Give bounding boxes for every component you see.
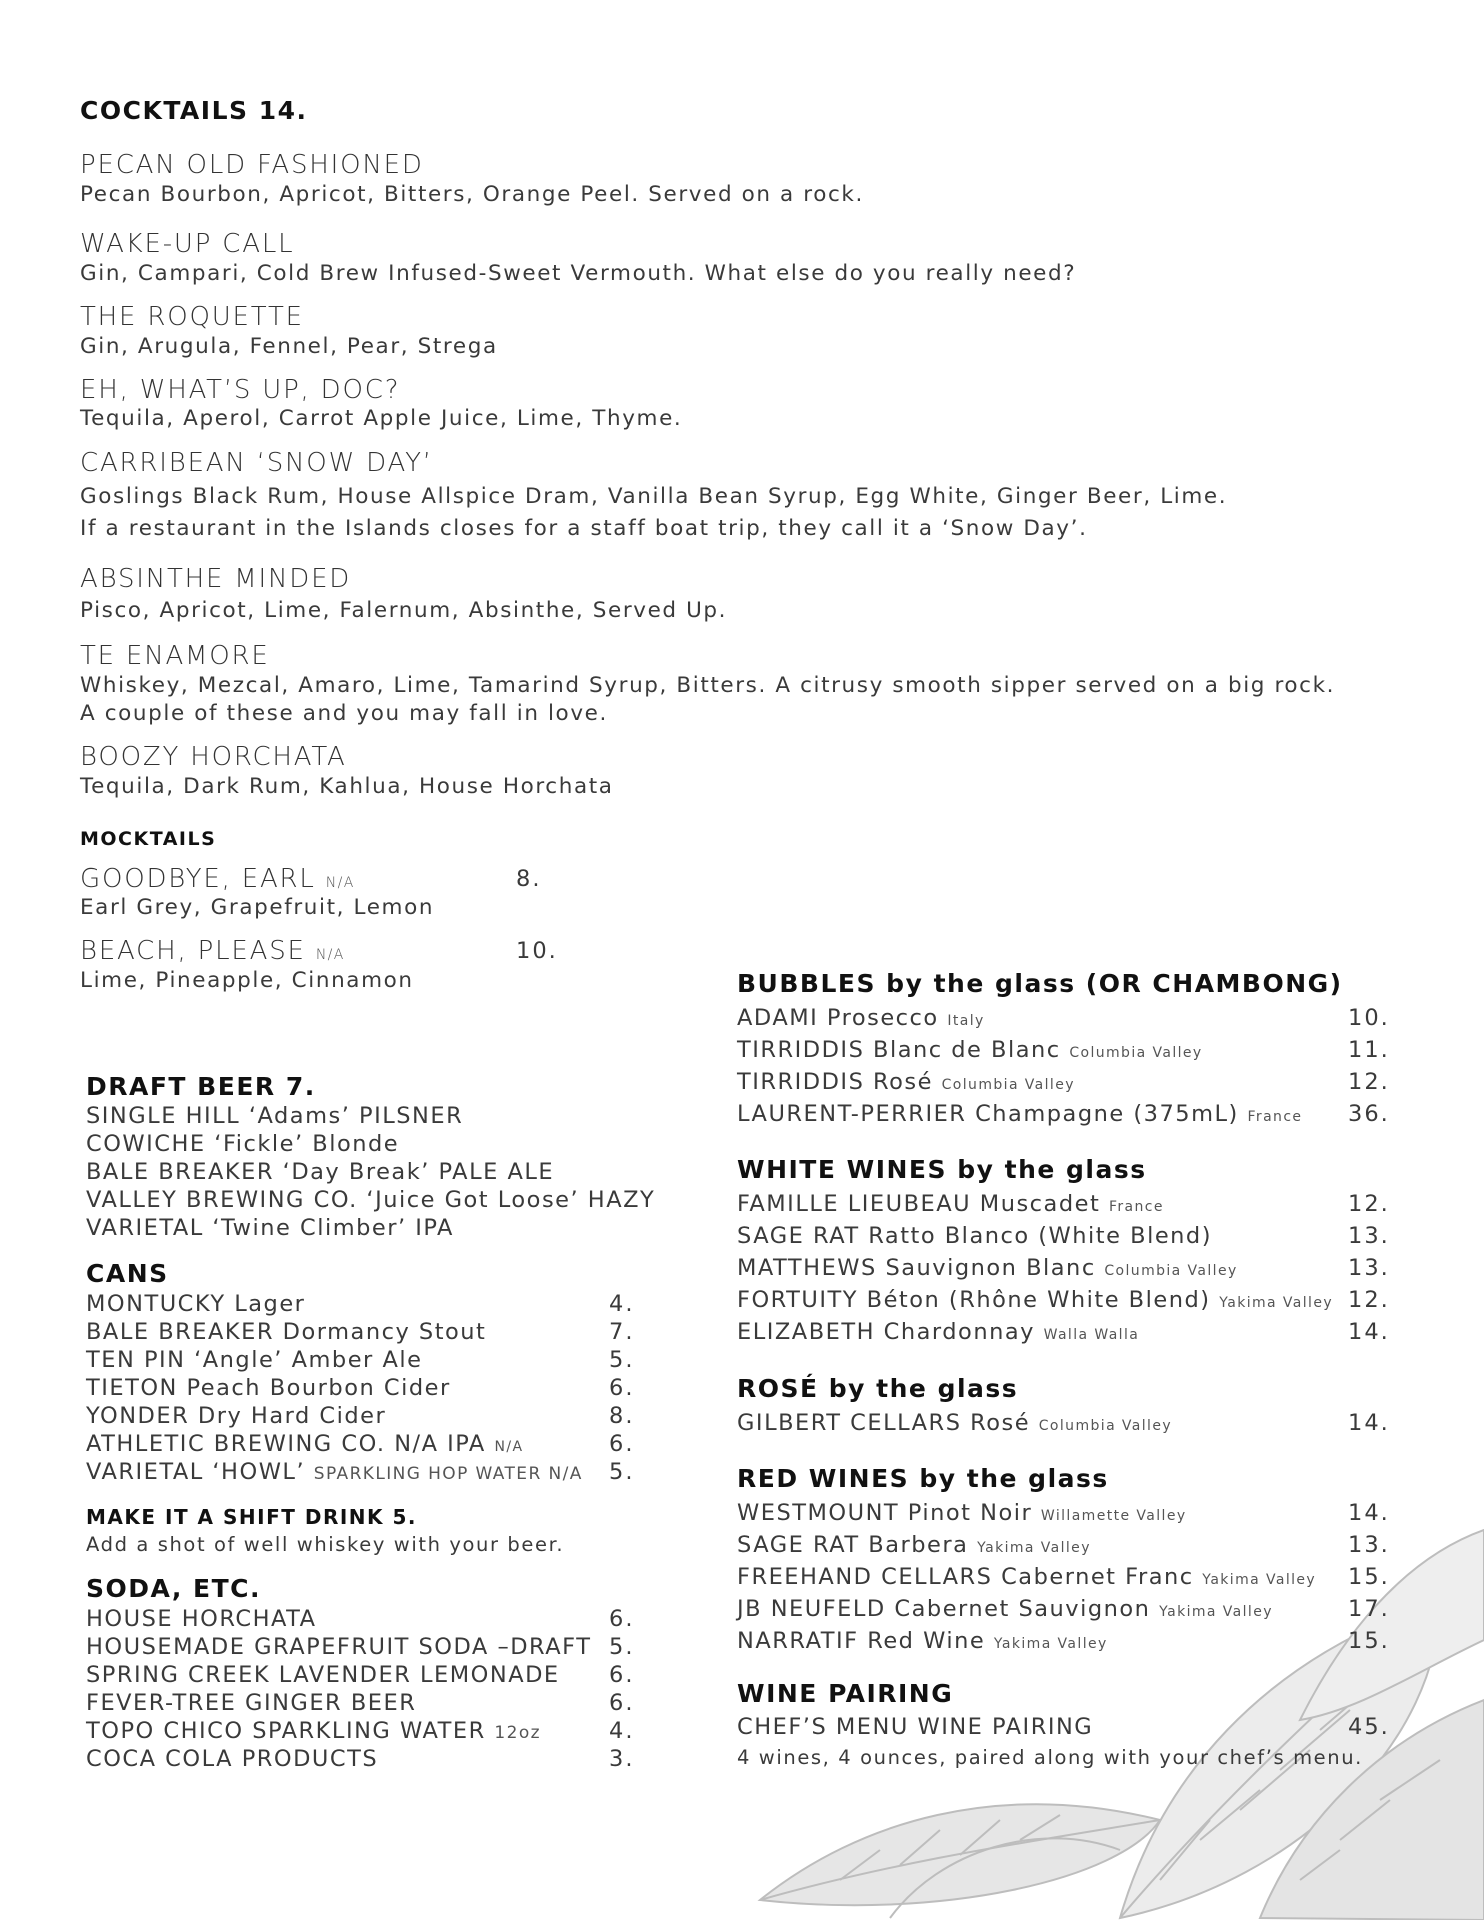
can-name: TIETON Peach Bourbon Cider xyxy=(86,1375,451,1401)
cocktail-desc: Pisco, Apricot, Lime, Falernum, Absinthe, Served Up. xyxy=(80,598,728,623)
can-price: 7. xyxy=(609,1319,635,1345)
can-price: 5. xyxy=(609,1459,635,1485)
wine-region: Yakima Valley xyxy=(1202,1572,1317,1588)
soda-price: 4. xyxy=(609,1718,635,1744)
wine-name: FORTUITY Béton (Rhône White Blend) xyxy=(737,1287,1211,1313)
wine-name: NARRATIF Red Wine xyxy=(737,1628,986,1654)
can-item xyxy=(86,1347,422,1373)
cocktail-desc: Gin, Campari, Cold Brew Infused-Sweet Vermouth. What else do you really need? xyxy=(80,261,1077,286)
soda-name: HOUSE HORCHATA xyxy=(86,1606,317,1632)
wine-name: SAGE RAT Ratto Blanco (White Blend) xyxy=(737,1223,1212,1249)
wine-price: 13. xyxy=(1348,1532,1390,1558)
soda-price: 3. xyxy=(609,1746,635,1772)
wine-region: Yakima Valley xyxy=(977,1540,1091,1556)
soda-item xyxy=(86,1690,416,1716)
soda-price: 6. xyxy=(609,1606,635,1632)
wine-price: 13. xyxy=(1348,1223,1390,1249)
draft-beer-item: SINGLE HILL ‘Adams’ PILSNER xyxy=(86,1103,464,1129)
can-price: 8. xyxy=(609,1403,635,1429)
wine-region: Columbia Valley xyxy=(1104,1263,1238,1279)
draft-beer-heading: DRAFT BEER 7. xyxy=(86,1072,316,1101)
can-price: 4. xyxy=(609,1291,635,1317)
can-price: 6. xyxy=(609,1431,635,1457)
wine-item xyxy=(737,1101,1302,1127)
wine-pairing-desc: 4 wines, 4 ounces, paired along with your chef’s menu. xyxy=(737,1746,1363,1769)
wine-name: ADAMI Prosecco xyxy=(737,1005,939,1031)
wine-item xyxy=(737,1410,1172,1436)
cocktail-name: TE ENAMORE xyxy=(80,641,270,671)
wine-region: France xyxy=(1247,1109,1303,1125)
can-price: 6. xyxy=(609,1375,635,1401)
cocktail-desc: Tequila, Dark Rum, Kahlua, House Horchata xyxy=(80,774,614,799)
wine-pairing-price: 45. xyxy=(1348,1714,1390,1740)
mocktail-name xyxy=(80,936,345,966)
wine-name: WESTMOUNT Pinot Noir xyxy=(737,1500,1033,1526)
can-item xyxy=(86,1459,583,1485)
cocktail-desc: Pecan Bourbon, Apricot, Bitters, Orange Peel. Served on a rock. xyxy=(80,182,864,207)
wine-name: FREEHAND CELLARS Cabernet Franc xyxy=(737,1564,1194,1590)
wine-region: Willamette Valley xyxy=(1040,1508,1187,1524)
wine-item xyxy=(737,1628,1108,1654)
wine-price: 15. xyxy=(1348,1628,1390,1654)
wine-name: TIRRIDDIS Blanc de Blanc xyxy=(737,1037,1061,1063)
wine-name: SAGE RAT Barbera xyxy=(737,1532,969,1558)
can-name: ATHLETIC BREWING CO. N/A IPA xyxy=(86,1431,486,1457)
wine-price: 15. xyxy=(1348,1564,1390,1590)
can-note: N/A xyxy=(494,1439,524,1455)
mocktail-price: 10. xyxy=(516,938,558,964)
wine-price: 13. xyxy=(1348,1255,1390,1281)
soda-name: FEVER-TREE GINGER BEER xyxy=(86,1690,417,1716)
wine-region: Columbia Valley xyxy=(1069,1045,1203,1061)
wine-price: 10. xyxy=(1348,1005,1390,1031)
wine-region: Columbia Valley xyxy=(941,1077,1075,1093)
soda-item xyxy=(86,1746,378,1772)
cocktails-heading: COCKTAILS 14. xyxy=(80,96,308,125)
wine-region: Yakima Valley xyxy=(1219,1295,1334,1311)
wine-item xyxy=(737,1532,1091,1558)
draft-beer-item: VALLEY BREWING CO. ‘Juice Got Loose’ HAZY xyxy=(86,1187,656,1213)
cocktail-name: WAKE-UP CALL xyxy=(80,229,295,259)
can-item xyxy=(86,1403,386,1429)
can-item xyxy=(86,1375,451,1401)
wine-item xyxy=(737,1069,1075,1095)
shift-drink-desc: Add a shot of well whiskey with your beer. xyxy=(86,1533,565,1556)
rose-heading: ROSÉ by the glass xyxy=(737,1374,1019,1403)
can-item xyxy=(86,1431,523,1457)
wine-item xyxy=(737,1037,1203,1063)
wine-price: 14. xyxy=(1348,1500,1390,1526)
wine-item xyxy=(737,1319,1139,1345)
cocktail-name: EH, WHAT’S UP, DOC? xyxy=(80,375,401,405)
cocktail-desc: Whiskey, Mezcal, Amaro, Lime, Tamarind Syrup, Bitters. A citrusy smooth sipper served on a big rock. xyxy=(80,673,1336,698)
bubbles-heading: BUBBLES by the glass (OR CHAMBONG) xyxy=(737,969,1343,998)
wine-region: France xyxy=(1108,1199,1164,1215)
can-name: MONTUCKY Lager xyxy=(86,1291,306,1317)
draft-beer-item: BALE BREAKER ‘Day Break’ PALE ALE xyxy=(86,1159,555,1185)
wine-region: Columbia Valley xyxy=(1038,1418,1173,1434)
wine-name: JB NEUFELD Cabernet Sauvignon xyxy=(737,1596,1151,1622)
soda-name: COCA COLA PRODUCTS xyxy=(86,1746,379,1772)
red-wines-heading: RED WINES by the glass xyxy=(737,1464,1109,1493)
wine-price: 17. xyxy=(1348,1596,1390,1622)
wine-price: 14. xyxy=(1348,1410,1390,1436)
can-name: BALE BREAKER Dormancy Stout xyxy=(86,1319,487,1345)
cocktail-name: THE ROQUETTE xyxy=(80,302,304,332)
wine-price: 12. xyxy=(1348,1287,1390,1313)
wine-price: 14. xyxy=(1348,1319,1390,1345)
wine-item xyxy=(737,1500,1187,1526)
wine-price: 12. xyxy=(1348,1069,1390,1095)
cocktail-name: PECAN OLD FASHIONED xyxy=(80,150,424,180)
wine-pairing-name: CHEF’S MENU WINE PAIRING xyxy=(737,1714,1094,1740)
soda-price: 5. xyxy=(609,1634,635,1660)
can-item xyxy=(86,1291,305,1317)
wine-item xyxy=(737,1596,1273,1622)
wine-name: LAURENT-PERRIER Champagne (375mL) xyxy=(737,1101,1239,1127)
wine-item xyxy=(737,1191,1164,1217)
can-note: SPARKLING HOP WATER N/A xyxy=(313,1464,583,1484)
na-tag: N/A xyxy=(315,947,345,963)
wine-item xyxy=(737,1005,985,1031)
wine-price: 12. xyxy=(1348,1191,1390,1217)
wine-item xyxy=(737,1287,1333,1313)
cocktail-desc: Tequila, Aperol, Carrot Apple Juice, Lime, Thyme. xyxy=(80,406,683,431)
can-name: YONDER Dry Hard Cider xyxy=(86,1403,387,1429)
shift-drink-heading: MAKE IT A SHIFT DRINK 5. xyxy=(86,1505,417,1529)
soda-name: SPRING CREEK LAVENDER LEMONADE xyxy=(86,1662,560,1688)
soda-item xyxy=(86,1634,591,1660)
wine-item xyxy=(737,1255,1238,1281)
wine-name: FAMILLE LIEUBEAU Muscadet xyxy=(737,1191,1101,1217)
wine-region: Italy xyxy=(947,1013,985,1029)
wine-item xyxy=(737,1223,1212,1249)
mocktails-heading: MOCKTAILS xyxy=(80,828,217,850)
wine-name: TIRRIDDIS Rosé xyxy=(737,1069,933,1095)
draft-beer-item: VARIETAL ‘Twine Climber’ IPA xyxy=(86,1215,454,1241)
can-name: VARIETAL ‘HOWL’ xyxy=(86,1459,306,1485)
wine-name: GILBERT CELLARS Rosé xyxy=(737,1410,1031,1436)
can-price: 5. xyxy=(609,1347,635,1373)
wine-region: Yakima Valley xyxy=(1159,1604,1273,1620)
cocktail-desc: If a restaurant in the Islands closes for a staff boat trip, they call it a ‘Snow Day’. xyxy=(80,516,1088,541)
cocktail-name: CARRIBEAN ‘SNOW DAY’ xyxy=(80,448,433,478)
na-tag: N/A xyxy=(325,875,355,891)
soda-price: 6. xyxy=(609,1662,635,1688)
wine-name: ELIZABETH Chardonnay xyxy=(737,1319,1035,1345)
soda-price: 6. xyxy=(609,1690,635,1716)
mocktail-price: 8. xyxy=(516,866,542,892)
mocktail-name xyxy=(80,864,355,894)
draft-beer-item: COWICHE ‘Fickle’ Blonde xyxy=(86,1131,400,1157)
wine-name: MATTHEWS Sauvignon Blanc xyxy=(737,1255,1096,1281)
wine-region: Yakima Valley xyxy=(993,1636,1108,1652)
can-item xyxy=(86,1319,486,1345)
wine-item xyxy=(737,1564,1316,1590)
can-name: TEN PIN ‘Angle’ Amber Ale xyxy=(86,1347,423,1373)
soda-name: TOPO CHICO SPARKLING WATER xyxy=(86,1718,486,1744)
soda-note: 12oz xyxy=(494,1723,541,1743)
cocktail-name: ABSINTHE MINDED xyxy=(80,564,352,594)
soda-item xyxy=(86,1606,317,1632)
wine-price: 11. xyxy=(1348,1037,1390,1063)
mocktail-name-text: GOODBYE, EARL xyxy=(80,864,316,894)
mocktail-desc: Earl Grey, Grapefruit, Lemon xyxy=(80,895,435,920)
wine-price: 36. xyxy=(1348,1101,1390,1127)
soda-item xyxy=(86,1662,560,1688)
wine-region: Walla Walla xyxy=(1043,1327,1140,1343)
mocktail-name-text: BEACH, PLEASE xyxy=(80,936,306,966)
soda-item xyxy=(86,1718,541,1744)
cocktail-desc: Gin, Arugula, Fennel, Pear, Strega xyxy=(80,334,498,359)
cocktail-desc: A couple of these and you may fall in love. xyxy=(80,701,608,726)
soda-name: HOUSEMADE GRAPEFRUIT SODA –DRAFT xyxy=(86,1634,592,1660)
mocktail-desc: Lime, Pineapple, Cinnamon xyxy=(80,968,414,993)
wine-pairing-heading: WINE PAIRING xyxy=(737,1679,954,1708)
cocktail-desc: Goslings Black Rum, House Allspice Dram, Vanilla Bean Syrup, Egg White, Ginger Beer, Lime. xyxy=(80,484,1228,509)
white-wines-heading: WHITE WINES by the glass xyxy=(737,1155,1147,1184)
cans-heading: CANS xyxy=(86,1259,169,1288)
soda-heading: SODA, ETC. xyxy=(86,1574,261,1603)
cocktail-name: BOOZY HORCHATA xyxy=(80,742,347,772)
